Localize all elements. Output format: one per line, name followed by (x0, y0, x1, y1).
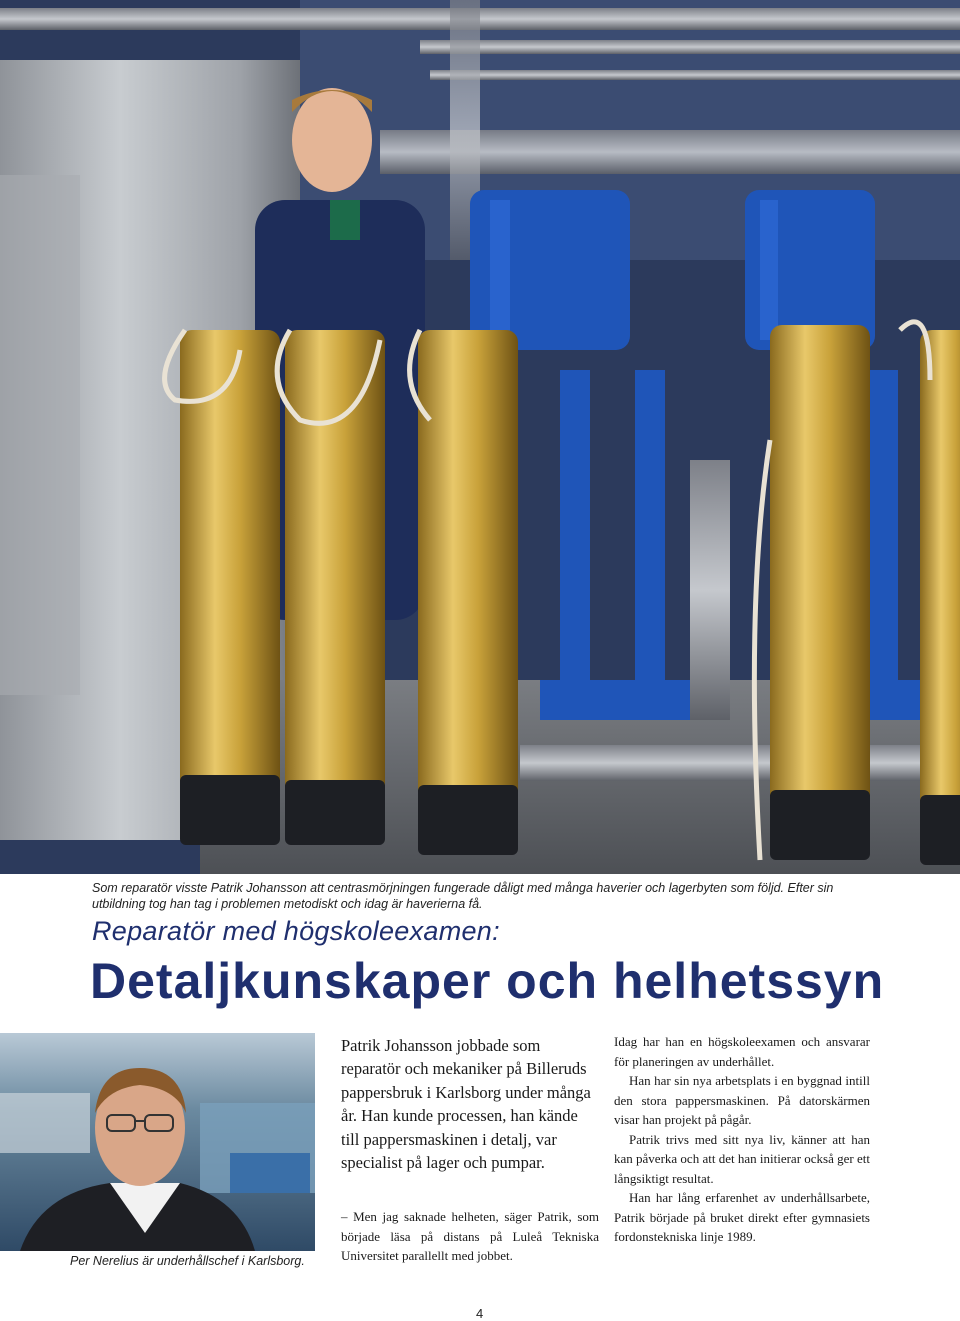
lead-paragraph-column (341, 1034, 596, 1174)
body-paragraph: Idag har han en högskoleexamen och ansvarar för planeringen av underhållet. (614, 1034, 870, 1069)
lead-paragraph: Patrik Johansson jobbade som reparatör och mekaniker på Billeruds pappersbruk i Karlsborg under många år. Han kunde processen, han kände till pappersmaskinen i detalj, var specialist på lager och pumpar. (341, 1036, 591, 1173)
article-kicker: Reparatör med högskoleexamen: (92, 916, 500, 946)
photo-caption: Som reparatör visste Patrik Johansson att centrasmörjningen fungerade dåligt med många haverier och lagerbyten som följd. Efter sin utbildning tog han tag i problemen metodiskt och idag är haverierna få. (92, 881, 834, 911)
portrait-caption: Per Nerelius är underhållschef i Karlsborg. (70, 1254, 305, 1268)
body-paragraph: Patrik trivs med sitt nya liv, känner att han kan påverka och att det han initierar också ger ett långsiktigt resultat. (614, 1131, 870, 1186)
portrait-photo (0, 1033, 315, 1251)
page-number: 4 (476, 1306, 484, 1321)
body-paragraph: Han har sin nya arbetsplats i en byggnad intill den stora pappersmaskinen. På datorskärmen visar han projekt på pågår. (614, 1073, 870, 1127)
portrait-illustration (0, 1033, 315, 1251)
body-paragraph: Han har lång erfarenhet av underhållsarbete, Patrik började på bruket direkt efter gymnasiets fordonstekniska linje 1989. (614, 1190, 870, 1244)
quote-paragraph: – Men jag saknade helheten, säger Patrik, som började läsa på distans på Luleå Tekniska Universitet parallellt med jobbet. (341, 1209, 599, 1263)
quote-paragraph-column (341, 1207, 599, 1266)
right-text-column (614, 1032, 870, 1247)
article-headline: Detaljkunskaper och helhetssyn (90, 953, 885, 1009)
